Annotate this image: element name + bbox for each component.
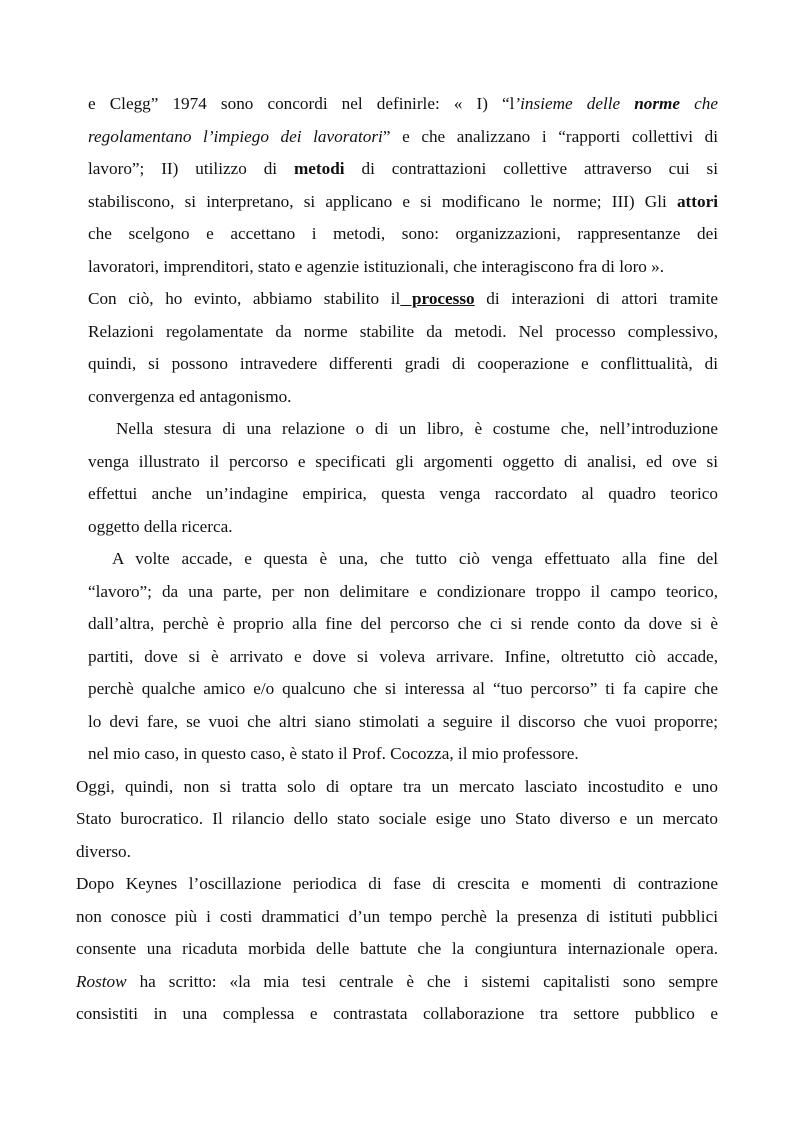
- text-line: “lavoro”; da una parte, per non delimitare e condizionare troppo il campo teorico,: [88, 582, 718, 601]
- text-span: di interazioni di attori tramite: [474, 289, 718, 308]
- text-line: [88, 287, 718, 311]
- text-line: [88, 190, 718, 214]
- text-line: diverso.: [76, 842, 131, 861]
- text-line: [76, 970, 718, 994]
- text-line: consente una ricaduta morbida delle battute che la congiuntura internazionale opera.: [76, 939, 718, 958]
- text-line: consistiti in una complessa e contrastata collaborazione tra settore pubblico e: [76, 1004, 718, 1023]
- bold-term: attori: [676, 192, 718, 211]
- italic-span: ’insieme delle: [514, 94, 635, 113]
- text-line: non conosce più i costi drammatici d’un tempo perchè la presenza di istituti pubblici: [76, 907, 718, 926]
- text-line: effettui anche un’indagine empirica, questa venga raccordato al quadro teorico: [88, 484, 718, 503]
- bold-italic-term: norme: [634, 94, 681, 113]
- italic-author-name: Rostow: [76, 972, 127, 991]
- text-span: stabiliscono, si interpretano, si applicano e si modificano le norme; III) Gli: [88, 192, 677, 211]
- text-line: lavoratori, imprenditori, stato e agenzie istituzionali, che interagiscono fra di loro ».: [88, 257, 665, 276]
- text-line: Nella stesura di una relazione o di un libro, è costume che, nell’introduzione: [116, 419, 718, 438]
- underlined-bold-term: processo: [400, 289, 475, 308]
- text-span: di contrattazioni collettive attraverso cui si: [344, 159, 718, 178]
- text-line: che scelgono e accettano i metodi, sono: organizzazioni, rappresentanze dei: [88, 224, 718, 243]
- text-span: e Clegg” 1974 sono concordi nel definirle: « I) “l: [88, 94, 515, 113]
- italic-span: regolamentano l’impiego dei lavoratori: [88, 127, 383, 146]
- text-line: perchè qualche amico e/o qualcuno che si interessa al “tuo percorso” ti fa capire che: [88, 679, 718, 698]
- text-line: convergenza ed antagonismo.: [88, 387, 292, 406]
- text-line: Relazioni regolamentate da norme stabilite da metodi. Nel processo complessivo,: [88, 322, 718, 341]
- text-line: quindi, si possono intravedere differenti gradi di cooperazione e conflittualità, di: [88, 354, 718, 373]
- italic-span: che: [680, 94, 718, 113]
- text-line: dall’altra, perchè è proprio alla fine del percorso che ci si rende conto da dove si è: [88, 614, 718, 633]
- text-line: partiti, dove si è arrivato e dove si voleva arrivare. Infine, oltretutto ciò accade,: [88, 647, 718, 666]
- text-line: [88, 157, 718, 181]
- text-span: lavoro”; II) utilizzo di: [88, 159, 294, 178]
- text-line: [88, 125, 718, 149]
- text-span: ha scritto: «la mia tesi centrale è che i sistemi capitalisti sono sempre: [126, 972, 718, 991]
- text-line: oggetto della ricerca.: [88, 517, 233, 536]
- text-span: Con ciò, ho evinto, abbiamo stabilito il: [88, 289, 401, 308]
- text-line: A volte accade, e questa è una, che tutto ciò venga effettuato alla fine del: [112, 549, 718, 568]
- text-line: [88, 92, 718, 116]
- text-line: nel mio caso, in questo caso, è stato il Prof. Cocozza, il mio professore.: [88, 744, 579, 763]
- text-line: Oggi, quindi, non si tratta solo di optare tra un mercato lasciato incostudito e uno: [76, 777, 718, 796]
- text-line: lo devi fare, se vuoi che altri siano stimolati a seguire il discorso che vuoi proporre;: [88, 712, 718, 731]
- text-line: venga illustrato il percorso e specificati gli argomenti oggetto di analisi, ed ove si: [88, 452, 718, 471]
- bold-term: metodi: [293, 159, 345, 178]
- text-line: Stato burocratico. Il rilancio dello stato sociale esige uno Stato diverso e un mercato: [76, 809, 718, 828]
- text-line: Dopo Keynes l’oscillazione periodica di fase di crescita e momenti di contrazione: [76, 874, 718, 893]
- text-span: ” e che analizzano i “rapporti collettivi di: [382, 127, 718, 146]
